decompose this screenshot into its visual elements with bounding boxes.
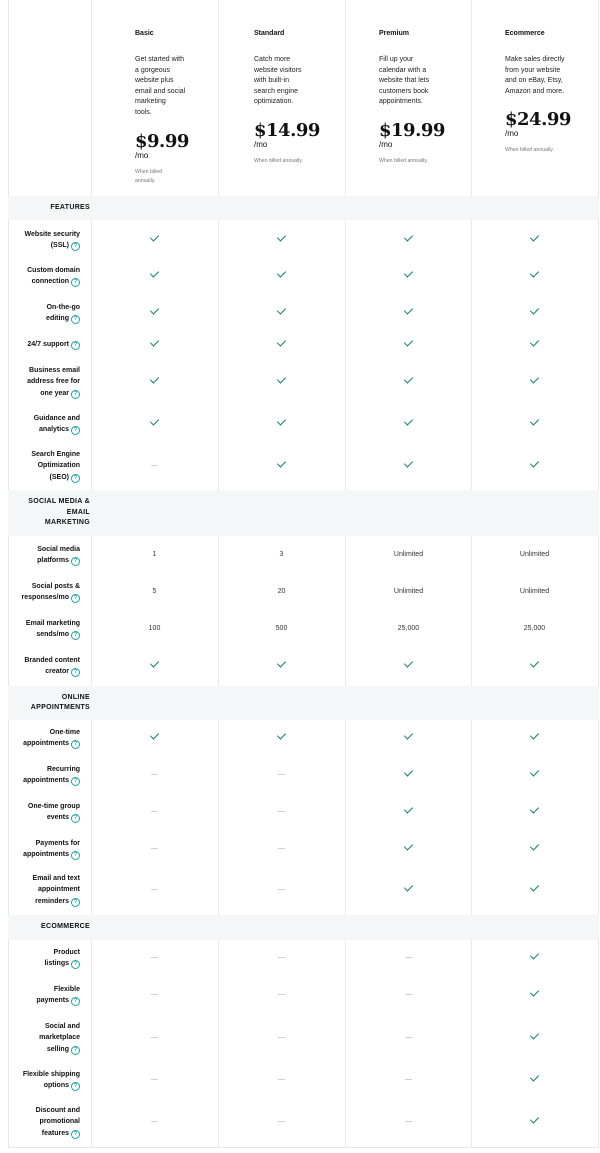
feature-label	[8, 1021, 80, 1056]
feature-cell	[91, 308, 218, 318]
billing-note	[379, 157, 428, 166]
feature-label-line: appointments ?	[8, 775, 80, 787]
help-icon[interactable]: ?	[71, 1046, 80, 1055]
dash-icon	[405, 994, 412, 995]
feature-label	[8, 618, 80, 641]
feature-cell	[218, 1033, 345, 1043]
feature-value: 25,000	[397, 625, 420, 632]
feature-value: 25,000	[523, 625, 546, 632]
plan-description-line: marketing	[135, 98, 166, 105]
plan-name: Premium	[379, 30, 409, 37]
dash-icon	[151, 1121, 158, 1122]
feature-cell	[218, 461, 345, 471]
feature-cell	[471, 235, 598, 245]
plan-name: Standard	[254, 30, 285, 37]
section-title-line: APPOINTMENTS	[30, 704, 90, 711]
feature-label-line: options ?	[8, 1080, 80, 1092]
help-icon[interactable]: ?	[71, 557, 80, 566]
section-header	[8, 686, 599, 720]
billing-note-line: When billed annually.	[505, 147, 554, 153]
plan-description-line: optimization.	[254, 98, 294, 105]
feature-label-line: 24/7 support ?	[8, 339, 80, 351]
feature-cell	[345, 308, 472, 318]
feature-cell	[471, 733, 598, 743]
plan-description-line: Get started with	[135, 56, 185, 63]
feature-label-line: Social media	[37, 545, 80, 553]
feature-cell	[345, 271, 472, 281]
feature-cell	[345, 587, 472, 597]
dash-icon	[278, 774, 285, 775]
feature-value: 1	[152, 551, 157, 558]
feature-cell	[218, 308, 345, 318]
help-icon[interactable]: ?	[71, 740, 80, 749]
feature-cell	[91, 1075, 218, 1085]
feature-label-line: Custom domain	[27, 266, 80, 274]
feature-label-line: responses/mo ?	[8, 592, 80, 604]
help-icon[interactable]: ?	[71, 898, 80, 907]
feature-cell	[91, 661, 218, 671]
feature-cell	[471, 807, 598, 817]
feature-label	[8, 764, 80, 787]
feature-label	[8, 873, 80, 908]
feature-label-line: Product	[53, 948, 80, 956]
feature-cell	[471, 953, 598, 963]
feature-label-line: listings ?	[8, 958, 80, 970]
plan-description-line: from your website	[505, 66, 561, 74]
feature-cell	[218, 377, 345, 387]
help-icon[interactable]: ?	[71, 242, 80, 251]
dash-icon	[278, 1079, 285, 1080]
feature-cell	[471, 1075, 598, 1085]
section-title-line: MARKETING	[44, 519, 90, 527]
feature-label	[8, 339, 80, 351]
feature-label-line: Business email	[29, 366, 80, 374]
feature-cell	[345, 885, 472, 895]
feature-cell	[91, 624, 218, 634]
dash-icon	[278, 994, 285, 995]
feature-cell	[471, 624, 598, 634]
feature-cell	[91, 733, 218, 743]
dash-icon	[278, 1121, 285, 1122]
billing-note	[505, 146, 554, 155]
feature-label	[8, 655, 80, 678]
feature-label-line: (SEO) ?	[8, 472, 80, 484]
plan-description-line: Catch more	[254, 56, 291, 63]
feature-label-line: selling ?	[8, 1044, 80, 1056]
feature-cell	[91, 990, 218, 1000]
section-header	[8, 915, 599, 940]
plan-price-unit: /mo	[135, 151, 149, 160]
plan-description-line: website visitors	[254, 66, 302, 74]
dash-icon	[405, 1037, 412, 1038]
feature-label-line: Social and	[44, 1022, 80, 1030]
feature-label-line: Email and text	[32, 874, 80, 882]
feature-value: 20	[277, 588, 286, 595]
plan-header-ecommerce	[505, 0, 600, 190]
help-icon[interactable]: ?	[71, 1130, 80, 1139]
feature-label	[8, 544, 80, 567]
plan-price-unit: /mo	[505, 129, 519, 138]
feature-label-line: features ?	[8, 1128, 80, 1140]
feature-label-line: events ?	[8, 812, 80, 824]
section-title-line: EMAIL	[66, 508, 90, 516]
feature-cell	[91, 461, 218, 471]
plan-description-line: Amazon and more.	[505, 87, 565, 95]
feature-cell	[218, 1075, 345, 1085]
dash-icon	[278, 1037, 285, 1038]
feature-cell	[91, 419, 218, 429]
feature-label-line: Payments for	[35, 839, 80, 847]
feature-cell	[471, 271, 598, 281]
feature-cell	[218, 953, 345, 963]
feature-cell	[471, 419, 598, 429]
plan-description-line: search engine	[254, 87, 298, 95]
feature-label	[8, 947, 80, 970]
feature-label	[8, 265, 80, 288]
help-icon[interactable]: ?	[71, 777, 80, 786]
plan-price: $9.99	[135, 131, 189, 152]
billing-note-line: When billed annually.	[254, 158, 303, 164]
pricing-comparison-table	[8, 0, 599, 1148]
feature-cell	[91, 340, 218, 350]
feature-cell	[345, 990, 472, 1000]
feature-cell	[345, 1033, 472, 1043]
plan-description	[505, 55, 565, 97]
feature-label	[8, 581, 80, 604]
help-icon[interactable]: ?	[71, 278, 80, 287]
feature-cell	[345, 340, 472, 350]
dash-icon	[278, 811, 285, 812]
feature-cell	[218, 733, 345, 743]
feature-label	[8, 801, 80, 824]
feature-label-line: Optimization	[37, 462, 80, 470]
feature-cell	[218, 1117, 345, 1127]
feature-cell	[471, 990, 598, 1000]
help-icon[interactable]: ?	[71, 594, 80, 603]
feature-cell	[91, 953, 218, 963]
plan-description-line: and on eBay, Etsy,	[505, 77, 563, 84]
plan-description-line: customers book	[379, 87, 429, 95]
feature-label-line: Search Engine	[31, 450, 80, 458]
section-title	[8, 497, 90, 529]
feature-cell	[218, 587, 345, 597]
billing-note	[135, 168, 162, 185]
plan-description-line: calendar with a	[379, 66, 427, 74]
dash-icon	[278, 957, 285, 958]
feature-cell	[218, 770, 345, 780]
feature-cell	[345, 235, 472, 245]
feature-label-line: appointments ?	[8, 738, 80, 750]
feature-label-line: marketplace	[39, 1034, 80, 1042]
feature-label-line: reminders ?	[8, 896, 80, 908]
feature-label-line: Guidance and	[33, 414, 80, 422]
feature-label-line: Social posts &	[31, 582, 80, 590]
dash-icon	[151, 994, 158, 995]
feature-cell	[218, 807, 345, 817]
plan-description-line: a gorgeous	[135, 66, 171, 74]
feature-cell	[91, 1117, 218, 1127]
plan-description-line: website plus	[135, 77, 174, 84]
feature-cell	[471, 844, 598, 854]
feature-cell	[91, 1033, 218, 1043]
dash-icon	[405, 1079, 412, 1080]
plan-header-premium	[379, 0, 489, 190]
feature-label-line: Recurring	[46, 765, 80, 773]
feature-label-line: editing ?	[8, 313, 80, 325]
plan-price-unit: /mo	[254, 140, 268, 149]
plan-name: Basic	[135, 30, 154, 37]
help-icon[interactable]: ?	[71, 426, 80, 435]
feature-label	[8, 984, 80, 1007]
feature-cell	[218, 419, 345, 429]
feature-label-line: Branded content	[24, 656, 80, 664]
feature-cell	[471, 885, 598, 895]
feature-value: Unlimited	[393, 588, 424, 595]
section-title	[8, 922, 90, 933]
feature-label-line: appointments ?	[8, 849, 80, 861]
feature-label	[8, 1105, 80, 1140]
feature-label	[8, 1069, 80, 1092]
feature-value: 5	[152, 588, 157, 595]
feature-cell	[218, 340, 345, 350]
plan-description-line: with built-in	[254, 77, 290, 84]
feature-cell	[218, 844, 345, 854]
help-icon[interactable]: ?	[71, 814, 80, 823]
feature-cell	[345, 733, 472, 743]
dash-icon	[151, 957, 158, 958]
feature-cell	[345, 807, 472, 817]
help-icon[interactable]: ?	[71, 341, 80, 350]
plan-price: $14.99	[254, 120, 320, 141]
feature-cell	[345, 461, 472, 471]
help-icon[interactable]: ?	[71, 960, 80, 969]
plan-price: $19.99	[379, 120, 445, 141]
section-title-line: SOCIAL MEDIA &	[28, 498, 90, 506]
feature-cell	[218, 550, 345, 560]
plan-description	[254, 55, 301, 108]
feature-cell	[471, 1033, 598, 1043]
dash-icon	[405, 957, 412, 958]
dash-icon	[278, 889, 285, 890]
feature-cell	[345, 624, 472, 634]
feature-label-line: creator ?	[8, 666, 80, 678]
dash-icon	[151, 811, 158, 812]
feature-cell	[91, 844, 218, 854]
feature-cell	[218, 235, 345, 245]
feature-cell	[218, 990, 345, 1000]
feature-cell	[345, 419, 472, 429]
section-title-line: ONLINE	[61, 693, 90, 701]
feature-label-line: platforms ?	[8, 555, 80, 567]
feature-cell	[345, 844, 472, 854]
dash-icon	[151, 889, 158, 890]
feature-cell	[91, 377, 218, 387]
feature-label	[8, 838, 80, 861]
feature-label-line: Flexible shipping	[22, 1070, 80, 1078]
feature-label-line: On-the-go	[46, 303, 80, 311]
feature-label	[8, 413, 80, 436]
feature-label	[8, 302, 80, 325]
feature-value: Unlimited	[519, 588, 550, 595]
feature-cell	[345, 1117, 472, 1127]
feature-cell	[471, 377, 598, 387]
dash-icon	[151, 465, 158, 466]
feature-cell	[471, 1117, 598, 1127]
plan-name: Ecommerce	[505, 30, 545, 37]
feature-label	[8, 727, 80, 750]
plan-description	[379, 55, 429, 108]
feature-value: 500	[275, 625, 288, 632]
section-header	[8, 196, 599, 220]
plan-description-line: Fill up your	[379, 56, 414, 63]
feature-cell	[91, 770, 218, 780]
feature-cell	[218, 661, 345, 671]
section-header	[8, 490, 599, 536]
feature-value: Unlimited	[393, 551, 424, 558]
billing-note	[254, 157, 303, 166]
plan-header-standard	[254, 0, 364, 190]
feature-cell	[218, 624, 345, 634]
feature-label-line: sends/mo ?	[8, 629, 80, 641]
feature-cell	[471, 587, 598, 597]
feature-label	[8, 449, 80, 484]
plan-price: $24.99	[505, 109, 571, 130]
feature-label-line: Discount and	[35, 1106, 80, 1114]
help-icon[interactable]: ?	[71, 851, 80, 860]
feature-cell	[471, 461, 598, 471]
feature-label-line: promotional	[39, 1118, 80, 1126]
feature-label-line: analytics ?	[8, 424, 80, 436]
help-icon[interactable]: ?	[71, 997, 80, 1006]
help-icon[interactable]: ?	[71, 315, 80, 324]
feature-label-line: payments ?	[8, 995, 80, 1007]
feature-cell	[345, 1075, 472, 1085]
feature-label-line: (SSL) ?	[8, 240, 80, 252]
help-icon[interactable]: ?	[71, 390, 80, 399]
plan-description	[135, 55, 185, 118]
feature-cell	[345, 770, 472, 780]
feature-value: 100	[148, 625, 161, 632]
dash-icon	[278, 848, 285, 849]
dash-icon	[151, 848, 158, 849]
feature-cell	[471, 550, 598, 560]
plan-header-basic	[135, 0, 245, 190]
feature-label-line: Website security	[24, 230, 80, 238]
plan-description-line: appointments.	[379, 98, 423, 105]
column-divider	[91, 0, 92, 1148]
feature-label-line: One-time group	[27, 802, 80, 810]
section-title	[8, 203, 90, 214]
feature-cell	[471, 661, 598, 671]
help-icon[interactable]: ?	[71, 668, 80, 677]
plan-description-line: website that lets	[379, 77, 430, 84]
billing-note-line: When billed annually.	[379, 158, 428, 164]
feature-label-line: One-time	[49, 728, 80, 736]
feature-label-line: Email marketing	[25, 619, 80, 627]
help-icon[interactable]: ?	[71, 474, 80, 483]
dash-icon	[405, 1121, 412, 1122]
section-title-line: ECOMMERCE	[41, 923, 90, 931]
dash-icon	[151, 1079, 158, 1080]
feature-label-line: appointment	[38, 886, 80, 894]
feature-cell	[471, 770, 598, 780]
feature-label-line: address free for	[27, 378, 80, 386]
feature-cell	[91, 587, 218, 597]
feature-cell	[345, 953, 472, 963]
feature-value: Unlimited	[519, 551, 550, 558]
feature-cell	[471, 340, 598, 350]
feature-label	[8, 365, 80, 400]
plan-price-unit: /mo	[379, 140, 393, 149]
plan-description-line: email and social	[135, 87, 186, 95]
feature-cell	[345, 661, 472, 671]
feature-cell	[345, 550, 472, 560]
feature-cell	[345, 377, 472, 387]
dash-icon	[151, 774, 158, 775]
feature-cell	[218, 885, 345, 895]
help-icon[interactable]: ?	[71, 1082, 80, 1091]
feature-cell	[91, 885, 218, 895]
plan-description-line: Make sales directly	[505, 56, 565, 63]
feature-value: 3	[279, 551, 284, 558]
billing-note-line: annually.	[135, 177, 156, 184]
feature-cell	[91, 807, 218, 817]
section-title	[8, 693, 90, 714]
feature-cell	[91, 271, 218, 281]
plan-description-line: tools.	[135, 108, 152, 116]
feature-label-line: connection ?	[8, 276, 80, 288]
feature-label-line: one year ?	[8, 388, 80, 400]
feature-label-line: Flexible	[53, 985, 80, 993]
feature-cell	[91, 235, 218, 245]
billing-note-line: When billed	[135, 169, 163, 175]
dash-icon	[151, 1037, 158, 1038]
help-icon[interactable]: ?	[71, 631, 80, 640]
section-title-line: FEATURES	[50, 203, 90, 211]
feature-cell	[471, 308, 598, 318]
feature-label	[8, 229, 80, 252]
feature-cell	[91, 550, 218, 560]
feature-cell	[218, 271, 345, 281]
